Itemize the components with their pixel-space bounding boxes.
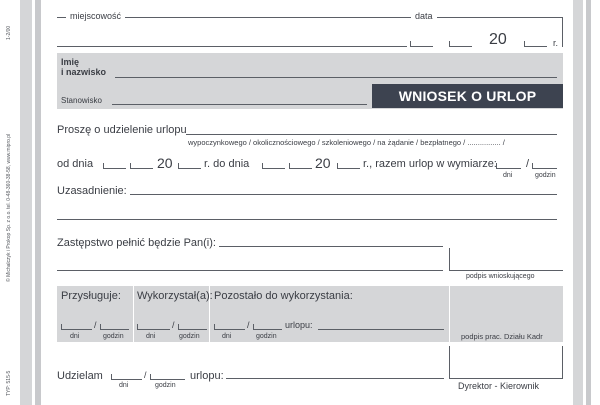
- director-divider: [449, 346, 450, 378]
- remaining-days-field[interactable]: [214, 324, 245, 330]
- leave-types: wypoczynkowego / okolicznościowego / szkoleniowego / na żądanie / bezpłatnego / ................ /: [188, 138, 505, 147]
- grant-slash: /: [144, 370, 147, 380]
- grant-hours-field[interactable]: [150, 374, 185, 380]
- top-right-rule: [562, 17, 563, 47]
- date-month-field[interactable]: [449, 41, 472, 47]
- remaining-leave-field[interactable]: [318, 329, 444, 330]
- publisher-note: © Michalczyk i Prokop Sp. z o.o. tel. 0-48-360-38-58, www.mipro.pl: [6, 133, 12, 282]
- grant-leave-field[interactable]: [226, 378, 444, 379]
- total-label: r., razem urlop w wymiarze:: [363, 158, 497, 170]
- right-gray-stripe: [573, 0, 583, 405]
- name-label-2: i nazwisko: [61, 67, 107, 77]
- place-label: miejscowość: [66, 12, 125, 21]
- justification-label: Uzasadnienie:: [57, 185, 127, 197]
- grant-days-label: dni: [119, 382, 129, 389]
- top-rule: [57, 17, 563, 18]
- used-days-field[interactable]: [137, 324, 170, 330]
- date-label: data: [411, 12, 437, 21]
- date-year-prefix: 20: [489, 31, 507, 48]
- entitled-hours-label: godzin: [103, 333, 124, 340]
- from-label: od dnia: [57, 158, 94, 170]
- hr-divider-1: [133, 286, 134, 342]
- total-days-label: dni: [503, 172, 513, 179]
- left-gray-stripe: [20, 0, 32, 405]
- name-label-1: Imię: [61, 57, 80, 67]
- place-field[interactable]: [57, 46, 407, 47]
- substitute-label: Zastępstwo pełnić będzie Pan(i):: [57, 237, 216, 249]
- applicant-signature-field[interactable]: [449, 270, 563, 271]
- signature-divider: [449, 248, 450, 270]
- remaining-hours-field[interactable]: [253, 324, 282, 330]
- name-field[interactable]: [115, 77, 557, 78]
- request-intro: Proszę o udzielenie urlopu: [57, 124, 187, 136]
- total-days-field[interactable]: [496, 163, 521, 169]
- hr-divider-3: [449, 286, 450, 342]
- used-days-label: dni: [146, 333, 156, 340]
- substitute-field[interactable]: [219, 246, 443, 247]
- date-day-field[interactable]: [410, 41, 433, 47]
- entitled-hours-field[interactable]: [100, 324, 129, 330]
- remaining-leave-label: urlopu:: [285, 320, 313, 330]
- from-day-field[interactable]: [103, 163, 126, 169]
- hr-signature-label: podpis prac. Działu Kadr: [461, 332, 543, 341]
- to-label: r. do dnia: [204, 158, 250, 170]
- position-label: Stanowisko: [61, 96, 102, 105]
- remaining-hours-label: godzin: [256, 333, 277, 340]
- total-slash: /: [526, 158, 530, 170]
- substitute-field-2[interactable]: [57, 270, 443, 271]
- from-month-field[interactable]: [130, 163, 153, 169]
- director-signature-field[interactable]: [449, 378, 563, 379]
- title-banner: [372, 84, 563, 108]
- left-gray-stripe-thin: [35, 0, 41, 405]
- grant-label: Udzielam: [57, 370, 103, 382]
- form-title: WNIOSEK O URLOP: [398, 88, 537, 104]
- right-gray-stripe-thin: [586, 0, 591, 405]
- used-hours-label: godzin: [179, 333, 200, 340]
- justification-field-2[interactable]: [57, 219, 557, 220]
- used-hours-field[interactable]: [178, 324, 207, 330]
- from-year-field[interactable]: [178, 163, 201, 169]
- date-year-field[interactable]: [524, 41, 547, 47]
- entitled-label: Przysługuje:: [61, 290, 121, 302]
- director-signature-label: Dyrektor - Kierownik: [458, 381, 540, 391]
- remaining-label: Pozostało do wykorzystania:: [214, 290, 353, 302]
- form-code: 1-2/00: [6, 25, 12, 40]
- position-field[interactable]: [112, 104, 367, 105]
- to-month-field[interactable]: [289, 163, 312, 169]
- applicant-signature-label: podpis wnioskującego: [466, 273, 535, 280]
- leave-type-field[interactable]: [186, 134, 557, 135]
- from-year-prefix: 20: [157, 155, 173, 171]
- director-right-rule: [562, 346, 563, 378]
- entitled-slash: /: [94, 320, 97, 330]
- justification-field-1[interactable]: [130, 194, 557, 195]
- used-slash: /: [172, 320, 175, 330]
- total-hours-label: godzin: [535, 172, 556, 179]
- entitled-days-field[interactable]: [61, 324, 92, 330]
- entitled-days-label: dni: [70, 333, 80, 340]
- grant-hours-label: godzin: [155, 382, 176, 389]
- used-label: Wykorzystał(a):: [137, 290, 213, 302]
- to-year-prefix: 20: [315, 155, 331, 171]
- remaining-days-label: dni: [222, 333, 232, 340]
- remaining-slash: /: [247, 320, 250, 330]
- to-day-field[interactable]: [262, 163, 285, 169]
- grant-leave-label: urlopu:: [190, 370, 224, 382]
- to-year-field[interactable]: [337, 163, 360, 169]
- total-hours-field[interactable]: [532, 163, 557, 169]
- grant-days-field[interactable]: [111, 374, 142, 380]
- date-year-suffix: r.: [553, 38, 559, 48]
- type-code: TYP: 515-5: [6, 370, 12, 396]
